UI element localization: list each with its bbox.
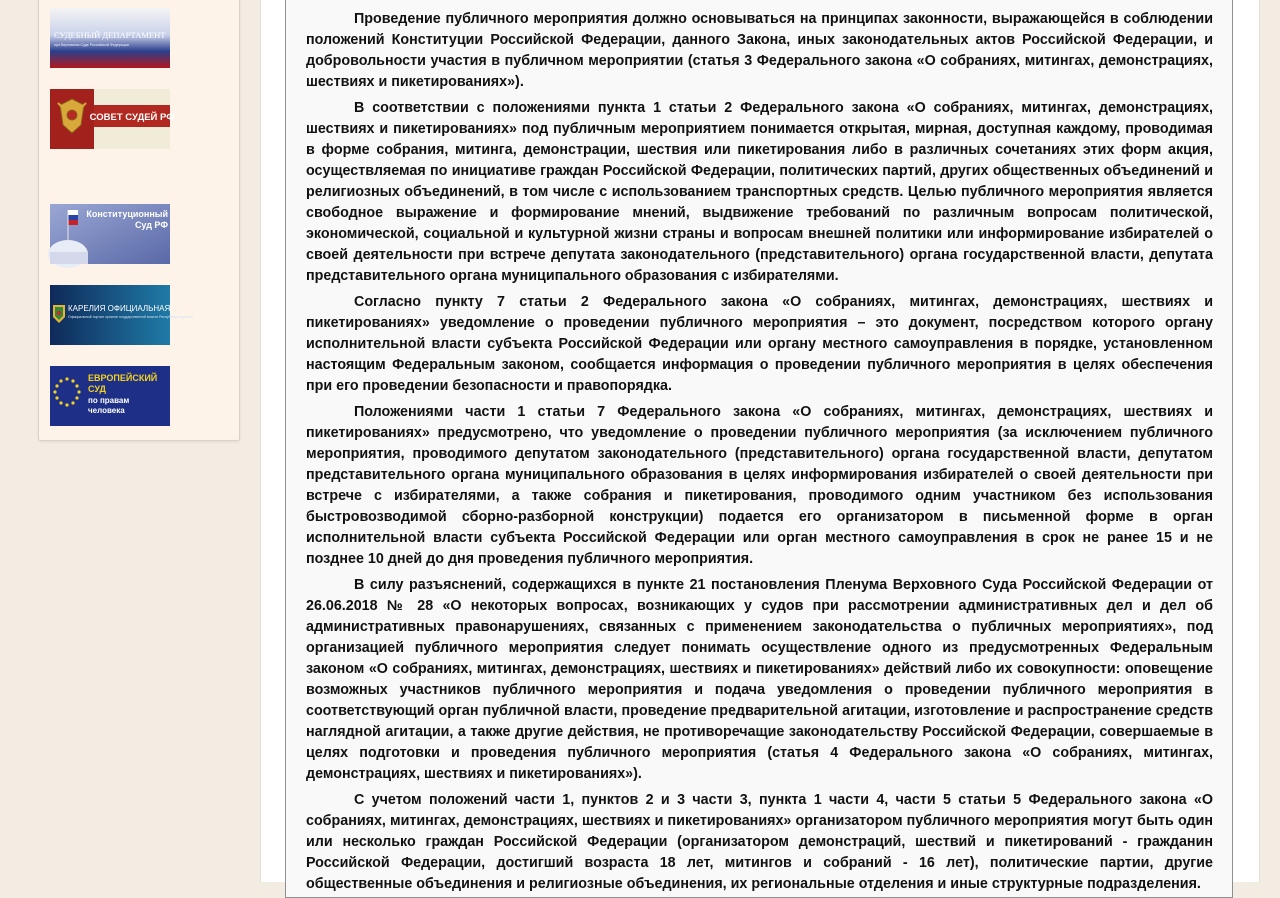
article-paragraph: В силу разъяснений, содержащихся в пункте 21 постановления Пленума Верховного Суда Российской Федерации от 26.06.2018 № 28 «О некоторых вопросах, возникающих у судов при рассмотрении административных дел и дел об административных правонарушениях, связанных с применением законодательства о публичных мероприятиях», под организацией публичного мероприятия следует понимать осуществление одного из предусмотренных Федеральным законом «О собраниях, митингах, демонстрациях, шествиях и пикетированиях» действий либо их совокупности: оповещение возможных участников публичного мероприятия и подача уведомления о проведении публичного мероприятия в соответствующий орган публичной власти, проведение предварительной агитации, изготовление и распространение средств наглядной агитации, а также другие действия, не противоречащие законодательству Российской Федерации, совершаемые в целях подготовки и проведения публичного мероприятия (статья 4 Федерального закона «О собраниях, митингах, демонстрациях, шествиях и пикетированиях»). [306, 577, 1213, 782]
article-paragraph: Согласно пункту 7 статьи 2 Федерального закона «О собраниях, митингах, демонстрациях, шествиях и пикетированиях» уведомление о проведении публичного мероприятия – это документ, посредством которого органу исполнительной власти субъекта Российской Федерации или органу местного самоуправления в порядке, установленном настоящим Федеральным законом, сообщается информация о проведении публичного мероприятия в целях обеспечения при его проведении безопасности и правопорядка. [306, 294, 1213, 394]
banner-echr-line1: ЕВРОПЕЙСКИЙ [88, 373, 158, 383]
main-content [260, 0, 1260, 892]
banner-constitutional-court[interactable] [50, 204, 170, 264]
banner-judicial-subtitle: при Верховном Суде Российской Федерации [54, 43, 129, 47]
banner-echr-line4: человека [88, 406, 125, 415]
article-paragraph: Проведение публичного мероприятия должно основываться на принципах законности, выражающейся в соблюдении положений Конституции Российской Федерации, данного Закона, иных законодательных актов Российской Федерации, и добровольности участия в публичном мероприятии (статья 3 Федерального закона «О собраниях, митингах, демонстрациях, шествиях и пикетированиях»). [306, 11, 1213, 90]
banner-constitutional-title2: Суд РФ [134, 220, 168, 230]
banner-council-of-judges[interactable] [50, 89, 175, 149]
article-body [285, 0, 1233, 898]
banner-judicial-department[interactable] [50, 8, 170, 68]
banner-karelia-subtitle: Официальный портал органов государственной власти Республики Карелия [68, 315, 193, 319]
article-paragraph: С учетом положений части 1, пунктов 2 и 3 части 3, пункта 1 части 4, части 5 статьи 5 Федерального закона «О собраниях, митингах, демонстрациях, шествиях и пикетированиях» организатором публичного мероприятия могут быть один или несколько граждан Российской Федерации (организатором демонстраций, шествий и пикетирований - гражданин Российской Федерации, достигший возраста 18 лет, митингов и собраний - 16 лет), политические партии, другие общественные объединения и религиозные объединения, их региональные отделения и иные структурные подразделения. [306, 792, 1213, 892]
banner-council-title: СОВЕТ СУДЕЙ РФ [89, 112, 175, 123]
banner-echr-line2: СУД [88, 384, 106, 394]
article-paragraph: Положениями части 1 статьи 7 Федерального закона «О собраниях, митингах, демонстрациях, шествиях и пикетированиях» предусмотрено, что уведомление о проведении публичного мероприятия (за исключением публичного мероприятия, проводимого депутатом законодательного (представительного) органа государственной власти, депутатом представительного органа муниципального образования в целях информирования избирателей о своей деятельности при встрече с избирателями, а также собрания и пикетирования, проводимого одним участником без использования быстровозводимой сборно-разборной конструкции) подается его организатором в письменной форме в орган исполнительной власти субъекта Российской Федерации или орган местного самоуправления в срок не ранее 15 и не позднее 10 дней до дня проведения публичного мероприятия. [306, 404, 1213, 567]
banner-karelia-official[interactable] [50, 285, 193, 345]
banner-karelia-title: КАРЕЛИЯ ОФИЦИАЛЬНАЯ [68, 304, 171, 313]
dome-icon [48, 240, 88, 268]
article-paragraph: В соответствии с положениями пункта 1 статьи 2 Федерального закона «О собраниях, митингах, демонстрациях, шествиях и пикетированиях» под публичным мероприятием понимается открытая, мирная, доступная каждому, проводимая в форме собрания, митинга, демонстрации, шествия или пикетирования либо в различных сочетаниях этих форм акция, осуществляемая по инициативе граждан Российской Федерации, политических партий, других общественных объединений и религиозных объединений, в том числе с использованием транспортных средств. Целью публичного мероприятия является свободное выражение и формирование мнений, выдвижение требований по различным вопросам политической, экономической, социальной и культурной жизни страны и вопросам внешней политики или информирование избирателей о своей деятельности при встрече депутата законодательного (представительного) органа государственной власти, депутата представительного органа муниципального образования с избирателями. [306, 100, 1213, 284]
sidebar-links [38, 0, 240, 441]
banner-judicial-title: СУДЕБНЫЙ ДЕПАРТАМЕНТ [54, 30, 166, 40]
banner-echr-line3: по правам [88, 396, 130, 405]
banner-european-court[interactable] [50, 366, 170, 426]
banner-constitutional-title: Конституционный [86, 209, 168, 219]
